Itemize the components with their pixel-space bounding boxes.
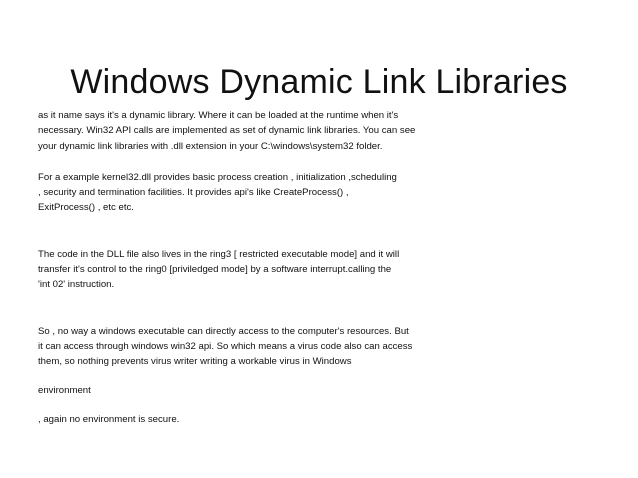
paragraph-security-note — [38, 308, 456, 442]
slide-body — [38, 108, 456, 442]
paragraph-ring3-ring0: The code in the DLL file also lives in the ring3 [ restricted executable mode] and it will transfer it's control to the ring0 [priviledged mode] by a software interrupt.calling the 'int 02' instruction. — [38, 248, 400, 291]
slide-title: Windows Dynamic Link Libraries — [70, 62, 568, 101]
paragraph-kernel32-example: For a example kernel32.dll provides basic process creation , initialization ,scheduling , security and termination facilities. It provides api's like CreateProcess() , ExitProcess() , etc etc. — [38, 171, 397, 214]
paragraph-dll-intro: as it name says it's a dynamic library. Where it can be loaded at the runtime when it's necessary. Win32 API calls are implemented as set of dynamic link libraries. You can see your dynamic link libraries with .dll extension in your C:\windows\system32 folder. — [38, 110, 416, 152]
paragraph-security-note-main: So , no way a windows executable can directly access to the computer's resources. But it can access through windows win32 api. So which means a virus code also can access them, so nothing prevents virus writer writing a workable virus in Windows — [38, 325, 413, 368]
paragraph-security-note-conclusion: , again no environment is secure. — [38, 413, 180, 425]
paragraph-security-note-environment: environment — [38, 385, 91, 397]
